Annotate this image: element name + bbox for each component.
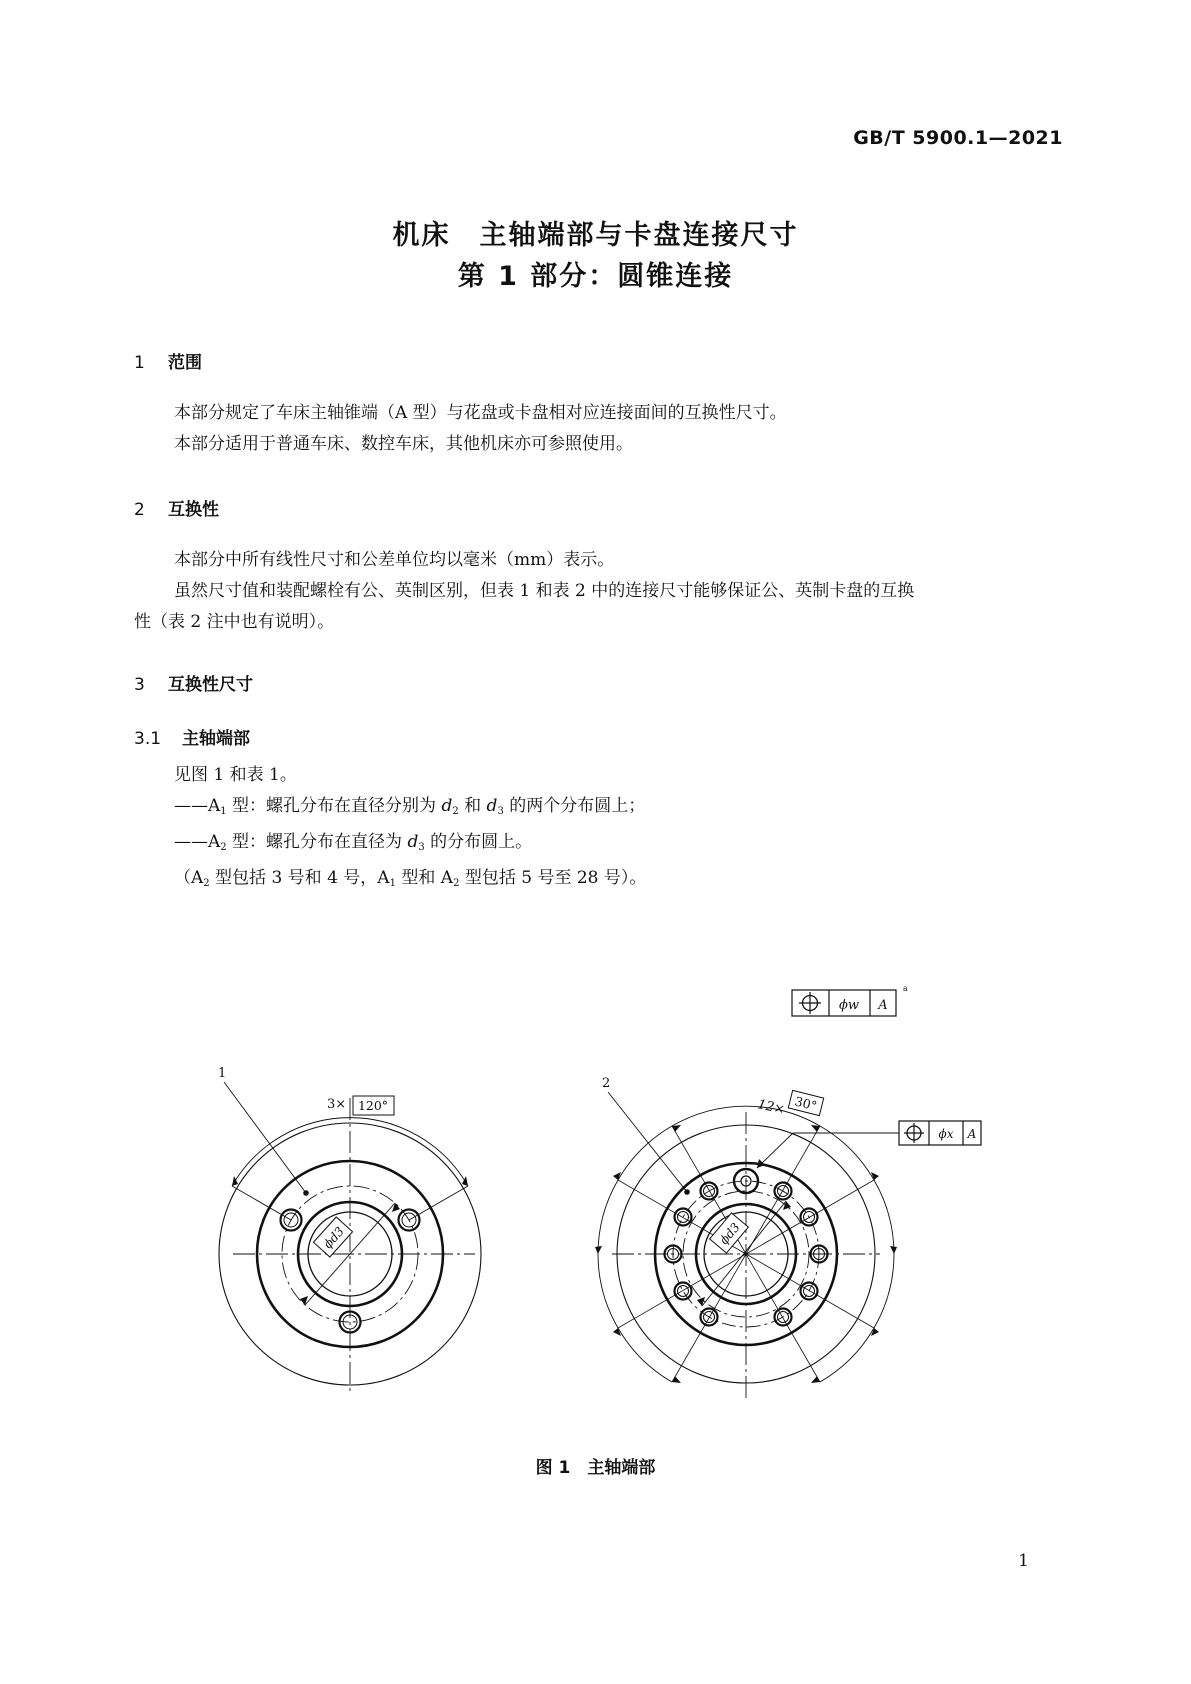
section-number: 1 bbox=[134, 353, 145, 373]
section-number: 3.1 bbox=[134, 729, 162, 749]
page-number: 1 bbox=[1018, 1551, 1029, 1571]
type-a2-line: $——A_2$ 型：螺孔分布在直径为 $d_3$ 的分布圆上。 bbox=[174, 832, 533, 853]
callout-1: 1 bbox=[218, 1066, 227, 1081]
datum-label: A bbox=[967, 1127, 977, 1141]
note-line: （$A_2$ 型包括 3 号和 4 号，$A_1$ 型和 $A_2$ 型包括 5 号至 28 号）。 bbox=[174, 868, 647, 889]
callout-2: 2 bbox=[602, 1076, 611, 1091]
tolerance-value: ϕw bbox=[839, 998, 859, 1013]
section-2-heading bbox=[134, 495, 219, 520]
bolt-hole bbox=[675, 1283, 692, 1300]
section-title: 互换性 bbox=[168, 500, 219, 520]
tolerance-value: ϕx bbox=[938, 1127, 954, 1141]
paragraph: 本部分中所有线性尺寸和公差单位均以毫米（mm）表示。 bbox=[174, 550, 615, 570]
pattern-angle: 30° bbox=[793, 1093, 819, 1114]
paragraph: 虽然尺寸值和装配螺栓有公、英制区别，但表 1 和表 2 中的连接尺寸能够保证公、英制卡盘的互换 bbox=[174, 581, 915, 601]
section-1-body bbox=[134, 398, 1060, 460]
section-3-1-body bbox=[134, 760, 1060, 899]
spindle-nose-figure bbox=[0, 960, 1191, 1430]
left-view-type-a2 bbox=[218, 1066, 481, 1395]
standard-code: GB/T 5900.1—2021 bbox=[853, 127, 1063, 149]
paragraph: 本部分规定了车床主轴锥端（A 型）与花盘或卡盘相对应连接面间的互换性尺寸。 bbox=[174, 403, 787, 423]
section-3-heading bbox=[134, 670, 253, 695]
section-number: 3 bbox=[134, 675, 145, 695]
diameter-label: ϕd3 bbox=[320, 1224, 347, 1252]
section-2-body bbox=[134, 545, 1060, 638]
type-a1-line: $——A_1$ 型：螺孔分布在直径分别为 $d_2$ 和 $d_3$ 的两个分布圆上； bbox=[174, 796, 646, 817]
datum-label: A bbox=[878, 998, 888, 1013]
pattern-count: 3× bbox=[327, 1097, 347, 1112]
section-1-heading bbox=[134, 348, 202, 373]
paragraph: 见图 1 和表 1。 bbox=[174, 765, 297, 785]
paragraph: 本部分适用于普通车床、数控车床，其他机床亦可参照使用。 bbox=[174, 434, 633, 454]
section-title: 范围 bbox=[168, 353, 202, 373]
position-tolerance-frame-right bbox=[899, 1121, 981, 1145]
section-title: 互换性尺寸 bbox=[168, 675, 253, 695]
footnote-mark: a bbox=[903, 984, 908, 993]
doc-title-line1: 机床 主轴端部与卡盘连接尺寸 bbox=[392, 220, 799, 251]
pattern-count: 12× bbox=[756, 1097, 787, 1118]
position-tolerance-frame-top bbox=[792, 984, 908, 1016]
section-title: 主轴端部 bbox=[182, 729, 250, 749]
doc-title-line2: 第 1 部分：圆锥连接 bbox=[457, 261, 734, 292]
section-number: 2 bbox=[134, 500, 145, 520]
pattern-angle: 120° bbox=[357, 1098, 389, 1113]
figure-caption: 图 1 主轴端部 bbox=[535, 1458, 656, 1478]
section-3-1-heading bbox=[134, 724, 250, 749]
paragraph-continuation: 性（表 2 注中也有说明）。 bbox=[134, 612, 335, 632]
diameter-label: ϕd3 bbox=[716, 1220, 743, 1248]
right-view-type-a1 bbox=[595, 1076, 981, 1398]
bolt-hole bbox=[675, 1209, 692, 1226]
